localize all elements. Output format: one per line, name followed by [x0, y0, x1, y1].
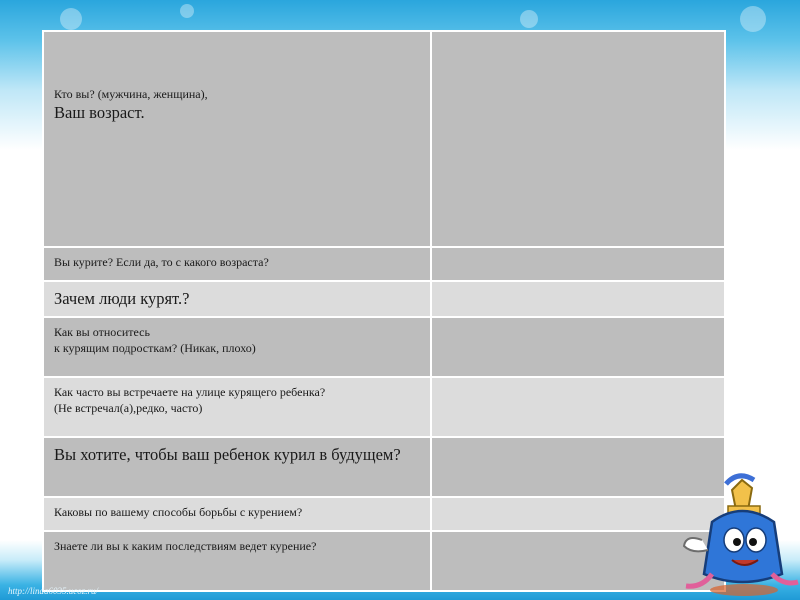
- question-line: Кто вы? (мужчина, женщина),: [54, 87, 208, 101]
- answer-cell: [431, 281, 725, 317]
- cartoon-computer-mascot-icon: [672, 470, 800, 600]
- question-line: Как вы относитесь: [54, 325, 150, 340]
- question-line: Знаете ли вы к каким последствиям ведет курение?: [54, 539, 317, 554]
- footer-url[interactable]: http://linda6035.ucoz.ru/: [8, 586, 98, 596]
- question-cell: [43, 31, 431, 247]
- question-cell: [43, 281, 431, 317]
- question-cell: [43, 317, 431, 377]
- background-bubble: [180, 4, 194, 18]
- table-row: [43, 31, 725, 247]
- question-line: (Не встречал(а),редко, часто): [54, 401, 203, 416]
- background-bubble: [60, 8, 82, 30]
- question-cell: [43, 437, 431, 497]
- answer-cell: [431, 317, 725, 377]
- question-cell: [43, 497, 431, 531]
- question-cell: [43, 247, 431, 281]
- answer-cell: [431, 377, 725, 437]
- question-line: Вы хотите, чтобы ваш ребенок курил в будущем?: [54, 445, 401, 465]
- table-row: [43, 317, 725, 377]
- table-row: [43, 377, 725, 437]
- answer-cell: [431, 247, 725, 281]
- background-bubble: [520, 10, 538, 28]
- background-bubble: [740, 6, 766, 32]
- question-line: Как часто вы встречаете на улице курящего ребенка?: [54, 385, 326, 400]
- table-row: [43, 497, 725, 531]
- question-line: Зачем люди курят.?: [54, 289, 190, 308]
- question-line: к курящим подросткам? (Никак, плохо): [54, 341, 256, 356]
- answer-cell: [431, 31, 725, 247]
- questionnaire-table: [42, 30, 726, 592]
- question-cell: [43, 377, 431, 437]
- question-line: Каковы по вашему способы борьбы с курением?: [54, 505, 303, 520]
- table-row: [43, 437, 725, 497]
- table-row: [43, 531, 725, 591]
- question-line: Вы курите? Если да, то с какого возраста?: [54, 255, 269, 269]
- table-row: [43, 281, 725, 317]
- question-line: Ваш возраст.: [54, 103, 145, 123]
- table-row: [43, 247, 725, 281]
- question-cell: [43, 531, 431, 591]
